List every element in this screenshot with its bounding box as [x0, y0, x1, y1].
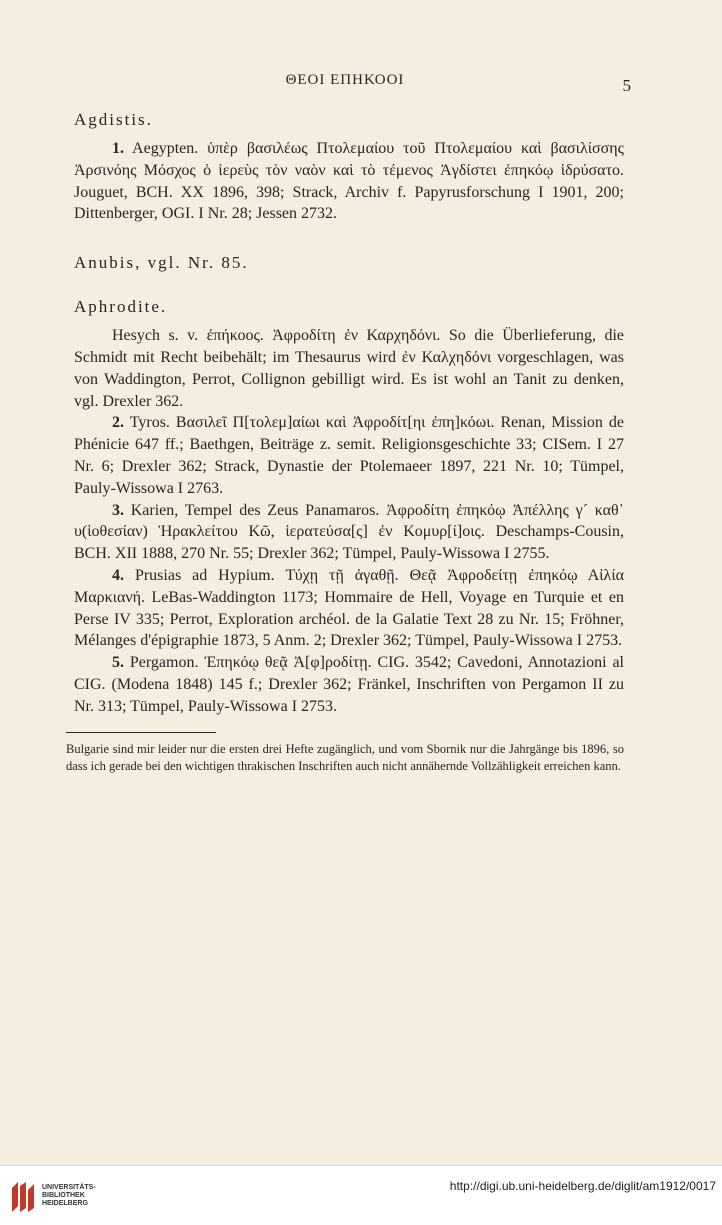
footnote: Bulgarie sind mir leider nur die ersten drei Hefte zugänglich, und vom Sbornik nur die Jahrgänge bis 1896, so dass ich gerade bei den wichtigen thrakischen Inschriften auch nicht annähernde Vollzähligkeit erreichen kann. [66, 741, 624, 773]
entry-number: 3. [112, 501, 124, 519]
library-logo-icon [8, 1180, 38, 1214]
entry-text: Prusias ad Hypium. Τύχῃ τῇ ἀγαθῇ. Θεᾷ Ἀφροδείτῃ ἐπηκόῳ Αἰλία Μαρκιανή. LeBas-Waddington 1173; Hommaire de Hell, Voyage en Turquie et en Perse IV 335; Perrot, Exploration archéol. de la Galatie Text 28 zu Nr. 15; Fröhner, Mélanges d'épigraphie 1873, 5 Anm. 2; Drexler 362; Tümpel, Pauly-Wissowa I 2753. [74, 566, 624, 650]
page-number: 5 [622, 76, 632, 95]
entry-number: 1. [112, 140, 124, 157]
section-heading: Anubis, vgl. Nr. 85. [74, 253, 249, 273]
entry-paragraph [74, 138, 624, 225]
running-header [66, 72, 632, 100]
entry-number: 5. [112, 654, 124, 672]
section-heading: Agdistis. [74, 110, 153, 129]
entry-number: 2. [112, 414, 124, 432]
viewer-footer [0, 1165, 722, 1225]
entry-text: Aegypten. ὑπὲρ βασιλέως Πτολεμαίου τοῦ Πτολεμαίου καὶ βασιλίσσης Ἀρσινόης Μόσχος ὁ ἱερεὺς τὸν ναὸν καὶ τὸ τέμενος Ἀγδίστει ἐπηκόῳ ἱδρύσατο. Jouguet, BCH. XX 1896, 398; Strack, Archiv f. Papyrusforschung I 1901, 200; Dittenberger, OGI. I Nr. 28; Jessen 2732. [74, 140, 624, 223]
permalink[interactable]: http://digi.ub.uni-heidelberg.de/diglit/am1912/0017 [449, 1179, 716, 1193]
entry-text: Pergamon. Ἐπηκόῳ θεᾷ Ἀ[φ]ροδίτῃ. CIG. 3542; Cavedoni, Annotazioni al CIG. (Modena 1848) 145 f.; Drexler 362; Fränkel, Inschriften von Pergamon II zu Nr. 313; Tümpel, Pauly-Wissowa I 2753. [74, 654, 625, 715]
entry-paragraph [74, 412, 624, 499]
page-content [66, 72, 632, 775]
running-title: ΘΕΟΙ ΕΠΗΚΟΟΙ [285, 72, 405, 88]
entry-text: Hesych s. v. ἐπήκοος. Ἀφροδίτη ἐν Καρχηδόνι. So die Überlieferung, die Schmidt mit Recht beibehält; im Thesaurus wird ἐν Καλχηδόνι vorgeschlagen, was von Waddington, Perrot, Collignon gebilligt wird. Es ist wohl an Tanit zu denken, vgl. Drexler 362. [74, 327, 624, 410]
section-heading: Aphrodite. [74, 297, 168, 317]
entry-paragraph [74, 325, 624, 412]
entry-number: 4. [112, 566, 124, 584]
entry-text: Karien, Tempel des Zeus Panamaros. Ἀφροδίτη ἐπηκόῳ Ἀπέλλης γ´ καθ᾽ υ(ἱοθεσίαν) Ἡρακλείτου Κῶ, ἱερατεύσα[ς] ἐν Κομυρ[ί]οις. Deschamps-Cousin, BCH. XII 1888, 270 Nr. 55; Drexler 362; Tümpel, Pauly-Wissowa I 2755. [74, 501, 624, 563]
entry-paragraph [74, 652, 624, 717]
entry-paragraph [74, 500, 624, 565]
footnote-rule [66, 732, 216, 733]
entry-paragraph [74, 565, 624, 652]
library-name: UNIVERSITÄTS- BIBLIOTHEK HEIDELBERG [42, 1184, 96, 1207]
entry-text: Tyros. Βασιλεῖ Π[τολεμ]αίωι καὶ Ἀφροδίτ[ηι ἐπη]κόωι. Renan, Mission de Phénicie 647 ff.; Baethgen, Beiträge z. semit. Religionsgeschichte 33; CISem. I 27 Nr. 6; Drexler 362; Strack, Dynastie der Ptolemaeer 1897, 221 Nr. 10; Tümpel, Pauly-Wissowa I 2763. [74, 414, 625, 497]
